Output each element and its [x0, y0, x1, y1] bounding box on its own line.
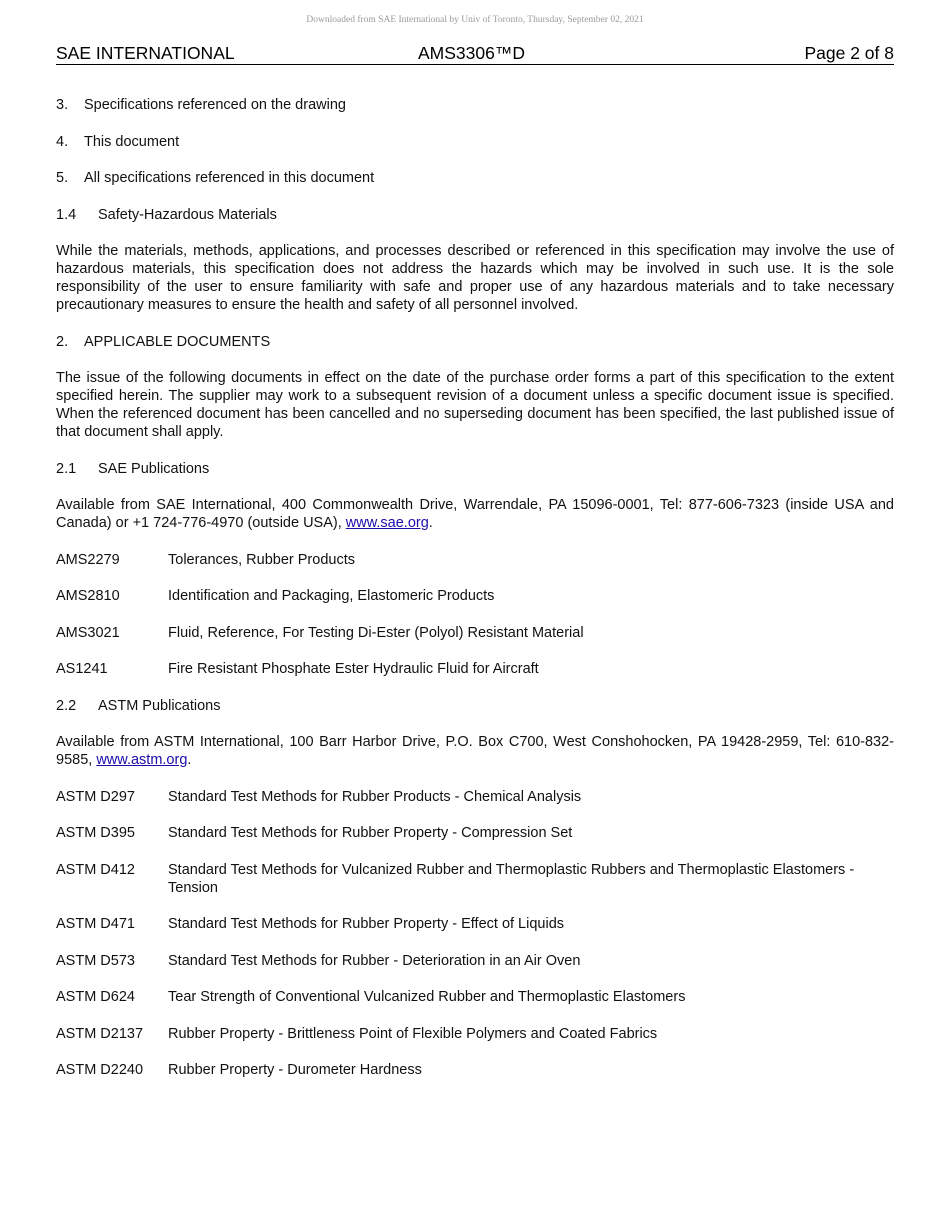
reference-code: ASTM D471 [56, 916, 135, 932]
reference-code: ASTM D412 [56, 861, 135, 878]
reference-code: ASTM D2240 [56, 1062, 144, 1078]
reference-title: Rubber Property - Durometer Hardness [168, 1062, 422, 1078]
section-title: Safety-Hazardous Materials [98, 206, 277, 223]
reference-row [56, 952, 894, 970]
reference-title: Fluid, Reference, For Testing Di-Ester (Polyol) Resistant Material [168, 624, 584, 641]
reference-title: Fire Resistant Phosphate Ester Hydraulic Fluid for Aircraft [168, 661, 539, 677]
applicable-documents-paragraph: The issue of the following documents in effect on the date of the purchase order forms a part of this specification to the extent specified herein. The supplier may work to a subsequent revision of a document unless a specific document issue is specified. When the referenced document has been cancelled and no superseding document has been specified, the last published issue of that document shall apply. [56, 370, 894, 440]
section-heading-2-2 [56, 697, 894, 715]
astm-availability-paragraph [56, 733, 894, 769]
reference-title: Standard Test Methods for Rubber Products - Chemical Analysis [168, 788, 582, 805]
document-number: AMS3306™D [418, 43, 525, 63]
page-number: Page 2 of 8 [804, 43, 894, 63]
list-item-text: This document [84, 133, 180, 150]
reference-code: ASTM D297 [56, 788, 135, 805]
sae-website-link[interactable]: www.sae.org [345, 515, 429, 531]
reference-title: Tolerances, Rubber Products [168, 551, 355, 568]
list-item-number: 3. [56, 97, 69, 113]
sentence-end: . [428, 515, 433, 531]
section-number: 2. [56, 333, 69, 350]
reference-row [56, 915, 894, 933]
reference-row [56, 1025, 894, 1043]
reference-title: Standard Test Methods for Rubber Property - Effect of Liquids [168, 916, 565, 932]
safety-paragraph: While the materials, methods, applications, and processes described or referenced in this specification may involve the use of hazardous materials, this specification does not address the hazards which may be involved in such use. It is the sole responsibility of the user to ensure familiarity with safe and proper use of any hazardous materials and to take necessary precautionary measures to ensure the health and safety of all personnel involved. [56, 243, 894, 313]
reference-code: AS1241 [56, 661, 108, 677]
section-number: 2.2 [56, 697, 77, 714]
section-title: ASTM Publications [98, 697, 221, 714]
reference-title: Standard Test Methods for Rubber - Deterioration in an Air Oven [168, 952, 581, 969]
list-item [56, 96, 894, 114]
section-heading-2-1 [56, 460, 894, 478]
document-body [56, 96, 894, 1098]
publisher-name: SAE INTERNATIONAL [56, 43, 235, 63]
reference-title: Rubber Property - Brittleness Point of Flexible Polymers and Coated Fabrics [168, 1025, 658, 1042]
reference-row [56, 1061, 894, 1079]
reference-row [56, 988, 894, 1006]
reference-code: ASTM D624 [56, 989, 135, 1005]
reference-code: AMS2279 [56, 551, 120, 568]
reference-title: Standard Test Methods for Rubber Property - Compression Set [168, 825, 573, 841]
reference-row [56, 824, 894, 842]
section-number: 2.1 [56, 460, 77, 477]
list-item [56, 133, 894, 151]
reference-row [56, 624, 894, 642]
reference-code: ASTM D573 [56, 952, 135, 969]
astm-availability-text: Available from ASTM International, 100 Barr Harbor Drive, P.O. Box C700, West Conshohocken, PA 19428-2959, Tel: 610-832-9585, [56, 734, 894, 768]
reference-row [56, 788, 894, 806]
list-item-number: 5. [56, 170, 69, 186]
list-item-text: All specifications referenced in this document [84, 170, 375, 186]
reference-code: ASTM D395 [56, 825, 135, 841]
section-title: SAE Publications [98, 460, 210, 477]
section-number: 1.4 [56, 206, 77, 223]
list-item-text: Specifications referenced on the drawing [84, 97, 346, 113]
reference-row [56, 660, 894, 678]
reference-row [56, 861, 894, 897]
download-watermark: Downloaded from SAE International by Univ of Toronto, Thursday, September 02, 2021 [306, 15, 644, 25]
page-header [56, 43, 894, 65]
sentence-end: . [187, 752, 192, 768]
reference-title: Tear Strength of Conventional Vulcanized Rubber and Thermoplastic Elastomers [168, 989, 686, 1005]
reference-title: Identification and Packaging, Elastomeric Products [168, 588, 495, 604]
sae-availability-paragraph [56, 496, 894, 532]
reference-code: ASTM D2137 [56, 1025, 144, 1042]
reference-row [56, 587, 894, 605]
reference-title: Standard Test Methods for Vulcanized Rubber and Thermoplastic Rubbers and Thermoplastic Elastomers - Tension [168, 861, 855, 896]
reference-code: AMS2810 [56, 588, 120, 604]
reference-row [56, 551, 894, 569]
section-title: APPLICABLE DOCUMENTS [84, 333, 271, 350]
section-heading-2 [56, 333, 894, 351]
sae-availability-text: Available from SAE International, 400 Commonwealth Drive, Warrendale, PA 15096-0001, Tel: 877-606-7323 (inside USA and Canada) or +1 724-776-4970 (outside USA), [56, 497, 894, 531]
list-item-number: 4. [56, 133, 69, 150]
list-item [56, 169, 894, 187]
astm-website-link[interactable]: www.astm.org [96, 752, 188, 768]
reference-code: AMS3021 [56, 624, 120, 641]
section-heading-1-4 [56, 206, 894, 224]
